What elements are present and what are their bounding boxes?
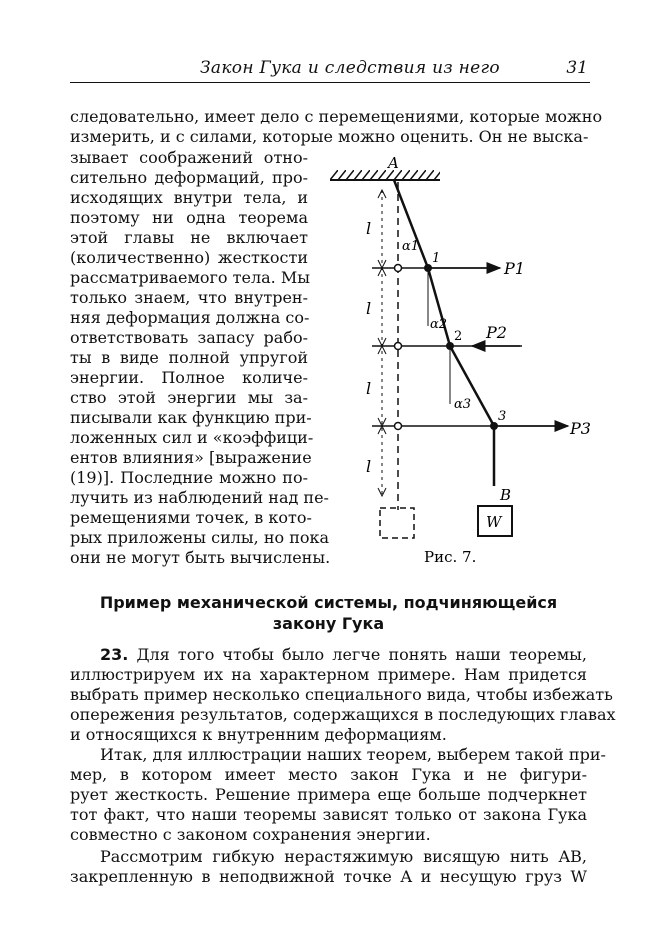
page-header xyxy=(70,58,590,83)
label-alpha2: α2 xyxy=(430,317,448,332)
text-line: следовательно, имеет дело с перемещениями, которые можно xyxy=(70,107,603,126)
label-l-4: l xyxy=(366,457,372,476)
node-3 xyxy=(490,422,498,430)
label-node-1: 1 xyxy=(432,251,441,266)
section-heading xyxy=(70,592,587,634)
running-title: Закон Гука и следствия из него xyxy=(200,58,500,78)
text-line: поэтому ни одна теорема xyxy=(70,208,308,227)
text-line: ремещениями точек, в кото- xyxy=(70,508,312,527)
label-l-1: l xyxy=(366,219,372,238)
label-alpha3: α3 xyxy=(454,397,472,412)
section-heading-line: Пример механической системы, подчиняющейся xyxy=(99,593,558,612)
text-line: выбрать пример несколько специального вида, чтобы избежать xyxy=(70,685,613,704)
text-line: ство этой энергии мы за- xyxy=(70,388,308,407)
text-line: няя деформация должна со- xyxy=(70,308,310,327)
label-P1: P1 xyxy=(504,259,525,278)
text-line: ты в виде полной упругой xyxy=(70,348,308,367)
page-number: 31 xyxy=(566,58,588,78)
text-line: рых приложены силы, но пока xyxy=(70,528,330,547)
text-line: (19)]. Последние можно по- xyxy=(70,468,308,487)
figure-7 xyxy=(322,150,592,570)
text-line: Итак, для иллюстрации наших теорем, выберем такой при- xyxy=(100,745,606,764)
text-line: писывали как функцию при- xyxy=(70,408,312,427)
text-line: мер, в котором имеет место закон Гука и не фигури- xyxy=(70,765,587,784)
label-P3: P3 xyxy=(570,419,591,438)
text-line xyxy=(70,645,587,665)
text-line: исходящих внутри тела, и xyxy=(70,188,308,207)
text-line: опережения результатов, содержащихся в последующих главах xyxy=(70,705,616,724)
text-line: тот факт, что наши теоремы зависят только от закона Гука xyxy=(70,805,587,824)
paragraph-illustration xyxy=(70,745,606,845)
label-l-3: l xyxy=(366,379,372,398)
reference-point-3 xyxy=(395,423,402,430)
text-line: они не могут быть вычислены. xyxy=(70,548,331,567)
label-node-3: 3 xyxy=(498,409,507,424)
text-line: иллюстрируем их на характерном примере. Нам придется xyxy=(70,665,587,684)
label-A: A xyxy=(388,154,399,172)
text-line: лучить из наблюдений над пе- xyxy=(70,488,329,507)
string-AB xyxy=(394,180,494,486)
text-line: закрепленную в неподвижной точке A и несущую груз W xyxy=(70,867,587,886)
node-1 xyxy=(424,264,432,272)
label-l-2: l xyxy=(366,299,372,318)
text-line: только знаем, что внутрен- xyxy=(70,288,308,307)
text-line-content: Для того чтобы было легче понять наши теоремы, xyxy=(136,645,587,664)
fixed-support xyxy=(330,170,440,180)
paragraph-number: 23. xyxy=(100,645,129,664)
label-alpha1: α1 xyxy=(402,239,420,254)
text-line: и относящихся к внутренним деформациям. xyxy=(70,725,447,744)
text-line: энергии. Полное количе- xyxy=(70,368,308,387)
text-line: совместно с законом сохранения энергии. xyxy=(70,825,431,844)
paragraph-23 xyxy=(70,645,616,745)
figure-caption: Рис. 7. xyxy=(424,548,477,566)
text-line: измерить, и с силами, которые можно оценить. Он не выска- xyxy=(70,127,589,146)
text-line: (количественно) жесткости xyxy=(70,248,308,267)
label-W: W xyxy=(486,513,502,531)
text-line: Рассмотрим гибкую нерастяжимую висящую нить AB, xyxy=(100,847,587,866)
text-line: ентов влияния» [выражение xyxy=(70,448,312,467)
intro-paragraph xyxy=(70,107,603,147)
node-2 xyxy=(446,342,454,350)
text-line: рассматриваемого тела. Мы xyxy=(70,268,310,287)
text-line: зывает соображений отно- xyxy=(70,148,308,167)
reference-point-1 xyxy=(395,265,402,272)
reference-point-2 xyxy=(395,343,402,350)
text-line: рует жесткость. Решение примера еще больше подчеркнет xyxy=(70,785,587,804)
wrapped-text-column xyxy=(70,148,331,568)
string-pendulum-diagram xyxy=(322,150,592,570)
label-P2: P2 xyxy=(486,323,507,342)
dashed-weight-outline xyxy=(380,508,414,538)
text-line: ответствовать запасу рабо- xyxy=(70,328,308,347)
label-node-2: 2 xyxy=(454,329,463,344)
section-heading-line: закону Гука xyxy=(272,614,385,633)
label-B: B xyxy=(500,486,512,504)
text-line: этой главы не включает xyxy=(70,228,308,247)
text-line: сительно деформаций, про- xyxy=(70,168,308,187)
text-line: ложенных сил и «коэффици- xyxy=(70,428,314,447)
paragraph-consider xyxy=(70,847,587,887)
